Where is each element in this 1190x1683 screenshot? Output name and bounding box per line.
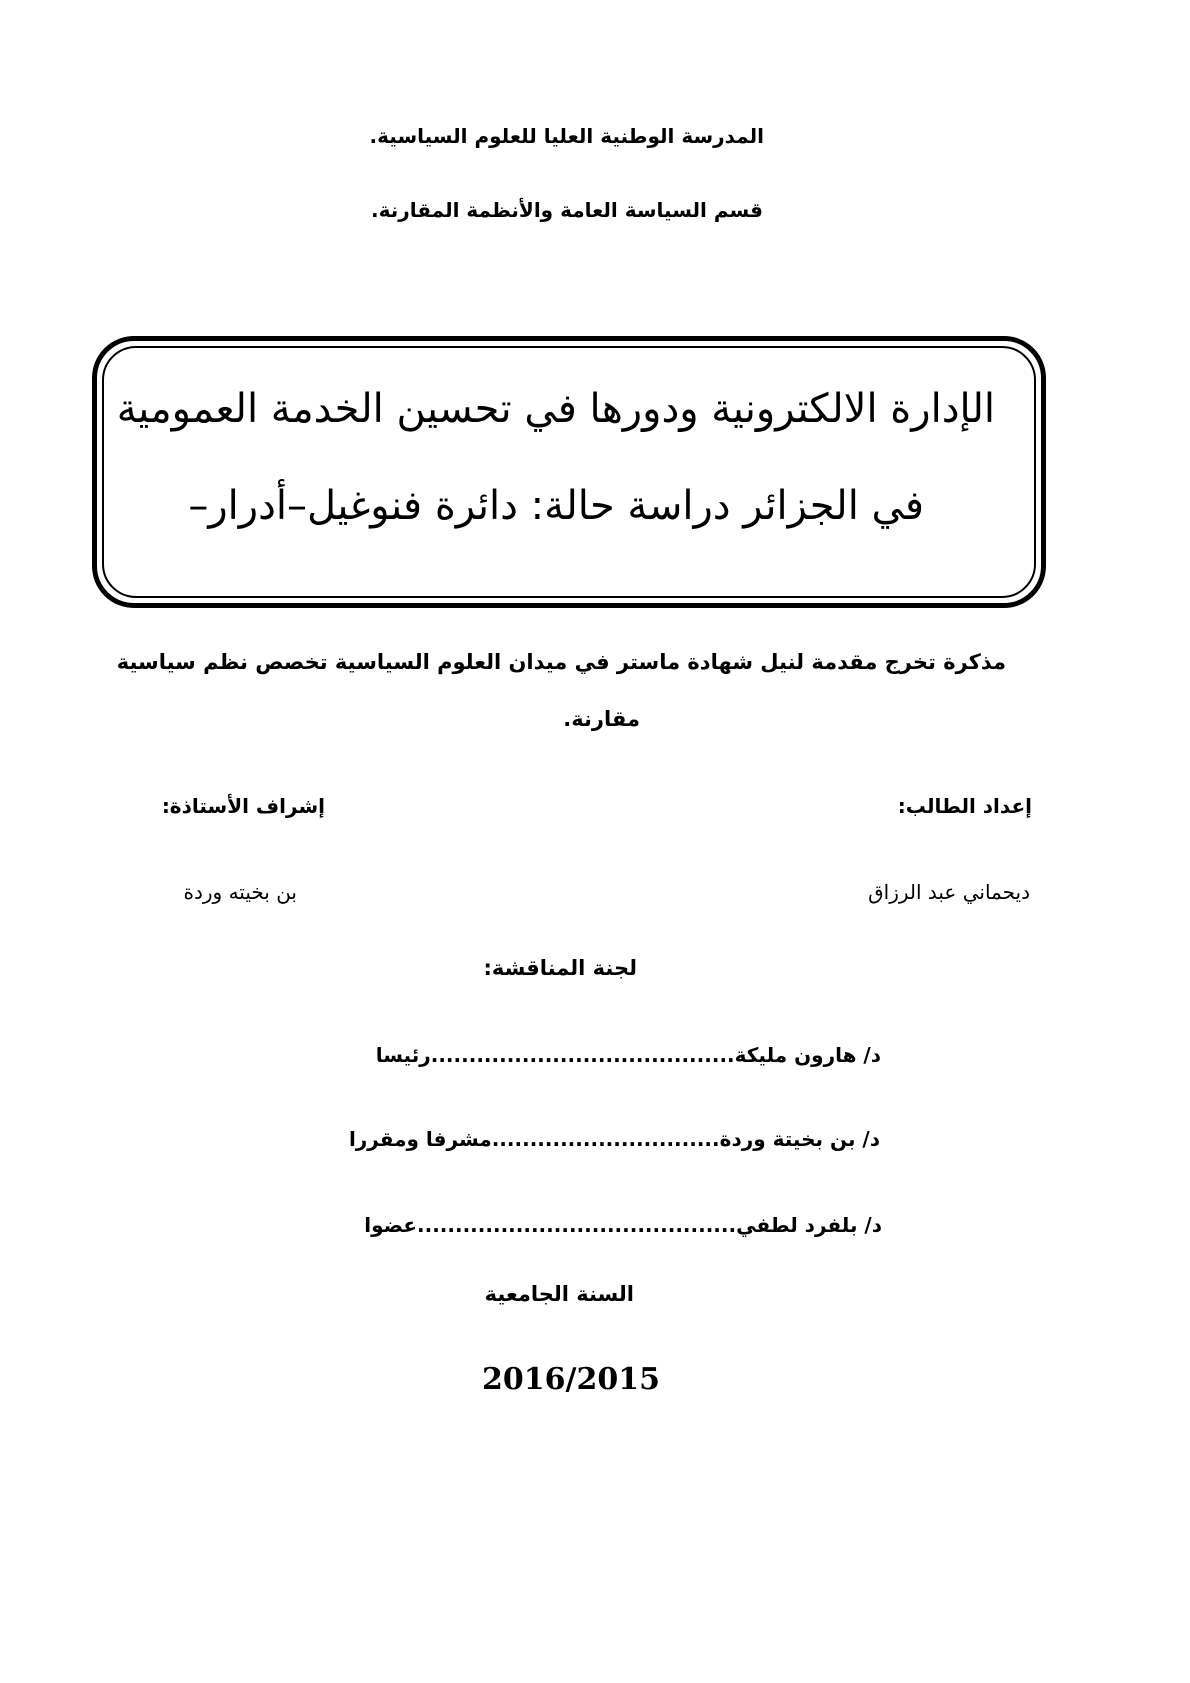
academic-year-label: السنة الجامعية — [484, 1282, 634, 1306]
thesis-title-line-1: الإدارة الالكترونية ودورها في تحسين الخدمة العمومية — [116, 386, 995, 432]
prepared-by-label: إعداد الطالب: — [897, 794, 1032, 818]
jury-member-examiner: د/ بلفرد لطفي..........................................عضوا — [364, 1213, 882, 1237]
supervisor-name: بن بخيته وردة — [183, 880, 297, 904]
student-name: ديحماني عبد الرزاق — [868, 880, 1030, 904]
school-name: المدرسة الوطنية العليا للعلوم السياسية. — [369, 124, 764, 148]
jury-member-supervisor: د/ بن بخيتة وردة..............................مشرفا ومقررا — [348, 1127, 880, 1151]
memo-description-line-2: مقارنة. — [563, 707, 640, 731]
academic-year-value: 2016/2015 — [482, 1362, 660, 1397]
jury-label: لجنة المناقشة: — [483, 956, 637, 980]
thesis-title-line-2: في الجزائر دراسة حالة: دائرة فنوغيل–أدرار– — [188, 483, 924, 529]
jury-member-president: د/ هارون مليكة........................................رئيسا — [375, 1043, 881, 1067]
title-frame-inner — [102, 346, 1036, 598]
department-name: قسم السياسة العامة والأنظمة المقارنة. — [371, 198, 763, 222]
memo-description-line-1: مذكرة تخرج مقدمة لنيل شهادة ماستر في ميدان العلوم السياسية تخصص نظم سياسية — [116, 650, 1006, 674]
supervision-label: إشراف الأستاذة: — [161, 794, 325, 818]
